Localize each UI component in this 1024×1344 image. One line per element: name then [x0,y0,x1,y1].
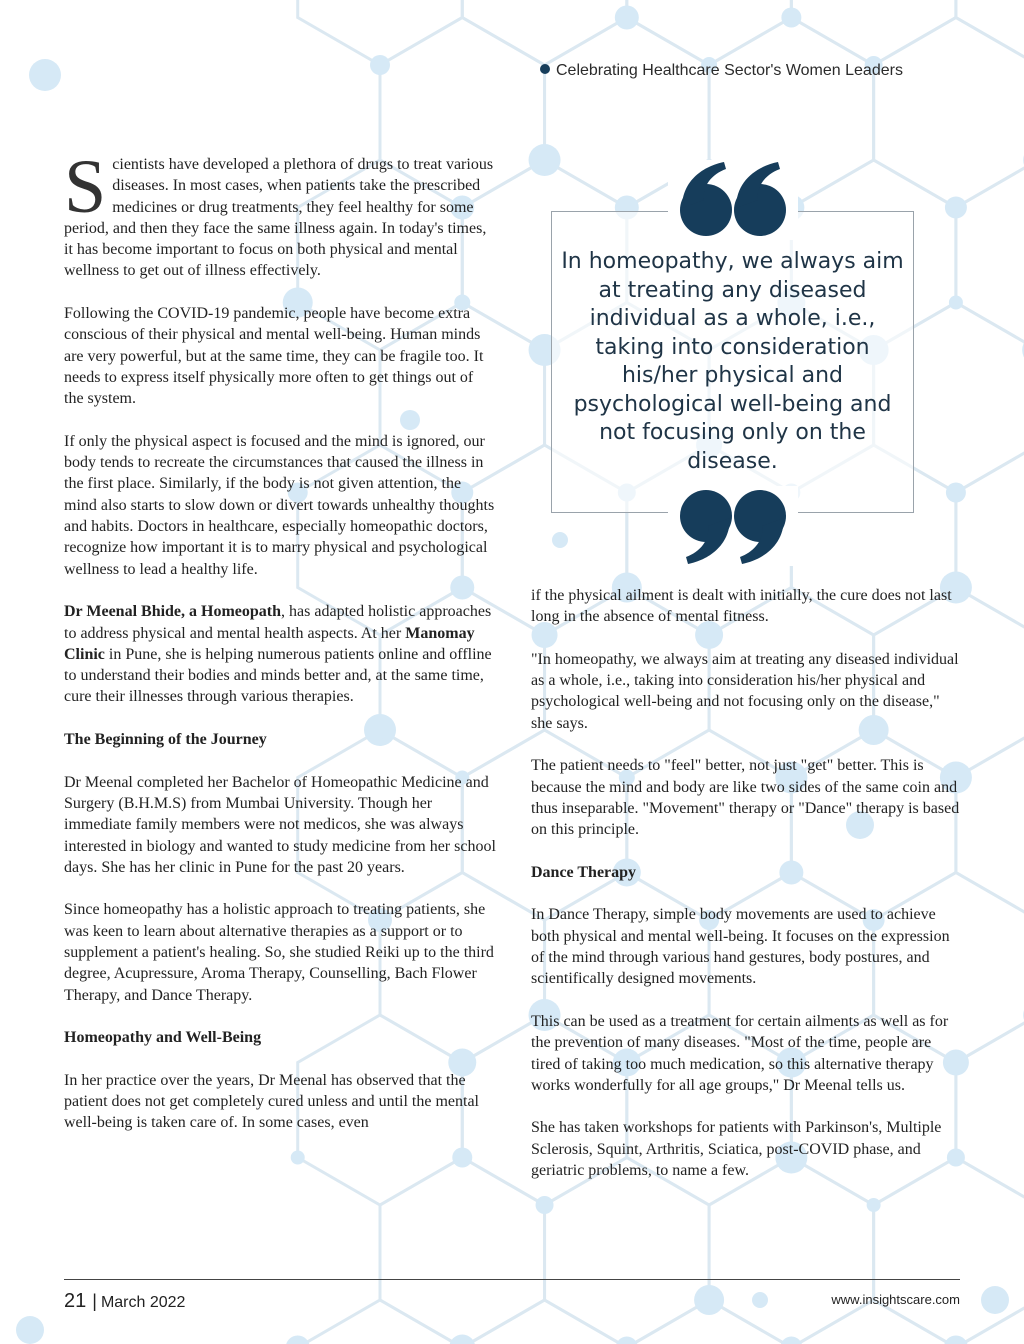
open-quote-icon [668,160,798,240]
paragraph: if the physical ailment is dealt with initially, the cure does not last long in the absence of mental fitness. [531,587,952,626]
bullet-dot-icon [540,64,550,74]
paragraph: In her practice over the years, Dr Meenal has observed that the patient does not get completely cured unless and until the mental well-being is taken care of. In some cases, even [64,1071,479,1132]
hex-cell [956,0,1024,65]
hex-cell [298,1300,463,1344]
hex-node-dot [696,1287,722,1313]
page-number: 21 [64,1290,87,1312]
hex-node-dot [752,1292,768,1308]
paragraph: She has taken workshops for patients with Parkinson's, Multiple Sclerosis, Squint, Arthritis, Sciatica, post-COVID phase, and geriatric problems, to name a few. [531,1119,942,1180]
hex-node-dot [946,483,966,503]
bold-name: Dr Meenal Bhide, a Homeopath [64,603,282,621]
hex-node-dot [616,1337,638,1344]
hex-cell [874,18,1024,208]
hex-node-dot [286,1336,310,1344]
hex-node-dot [531,146,559,174]
hex-cell [380,1158,545,1344]
paragraph: Dr Meenal completed her Bachelor of Homeopathic Medicine and Surgery (B.H.M.S) from Mumbai University. Though her immediate family members were not medicos, she was always interested in biology and wanted to study medicine from her school days. She has her clinic in Pune for the past 20 years. [64,773,496,876]
hex-node-dot [552,532,568,548]
hex-node-dot [944,1336,968,1344]
hex-node-dot [29,59,61,91]
article-left-column [64,145,496,1155]
paragraph: The patient needs to "feel" better, not just "get" better. This is because the mind and body are like two sides of the same coin and thus inseparable. "Movement" therapy or "Dance" therapy is based on this principle. [531,757,960,839]
paragraph: Dr Meenal Bhide, a Homeopath, has adapted holistic approaches to address physical and mental health aspects. At her Manomay Clinic in Pune, she is helping numerous patients online and offline to understand their bodies and minds better and, at the same time, cure their illnesses through various therapies. [64,603,492,706]
issue-date: March 2022 [100,1294,186,1311]
footer-page-info [64,1290,185,1313]
section-heading: Homeopathy and Well-Being [64,1029,262,1047]
section-tagline [540,62,980,80]
hex-node-dot [949,296,963,310]
pull-quote-text: In homeopathy, we always aim at treating any diseased individual as a whole, i.e., taking into consideration his/her physical and psychological well-being and not focusing only on the disease. [561,249,904,474]
website-link[interactable]: www.insightscare.com [831,1292,960,1307]
paragraph: In Dance Therapy, simple body movements are used to achieve both physical and mental well-being. It focuses on the expression of the mind through various hand gestures, body postures, and scientifically designed movements. [531,906,950,988]
section-heading: Dance Therapy [531,863,637,881]
tagline-text: Celebrating Healthcare Sector's Women Leaders [556,62,903,79]
hex-node-dot [781,8,801,28]
hex-node-dot [449,1335,475,1344]
drop-cap: S [64,145,107,229]
bold-clinic: Manomay Clinic [64,624,475,663]
article-right-column [531,585,961,1203]
footer-separator: | [92,1291,97,1311]
section-heading: The Beginning of the Journey [64,731,267,749]
paragraph: If only the physical aspect is focused and the mind is ignored, our body tends to recreate the circumstances that caused the illness in the first place. Similarly, if the body is not given attention, the mind also starts to slow down or divert towards unhealthy thoughts and habits. Doctors in healthcare, especially homeopathic doctors, recognize how important it is to marry physical and psychological wellness to lead a healthy life. [64,432,495,578]
close-quote-icon [668,486,798,566]
hex-node-dot [981,1286,1009,1314]
paragraph: Since homeopathy has a holistic approach to treating patients, she was keen to learn about alternative therapies as a support or to supplement a patient's healing. So, she studied Reiki up to the third degree, Acupressure, Aroma Therapy, Counselling, Bach Flower Therapy, and Dance Therapy. [64,901,494,1004]
footer-divider [64,1279,960,1280]
hex-node-dot [945,197,967,219]
hex-cell [462,1300,627,1344]
hex-node-dot [371,56,389,74]
hex-node-dot [780,1337,802,1344]
paragraph: This can be used as a treatment for certain ailments as well as for the prevention of many diseases. "Most of the time, people are tired of taking too much medication, so this alternative therapy works wonderfully for all age groups," Dr Meenal tells us. [531,1012,949,1094]
quote-paragraph: "In homeopathy, we always aim at treating any diseased individual as a whole, i.e., taking into consideration his/her physical and psychological well-being and not focusing only on the disease," she says. [531,650,959,732]
intro-paragraph: Scientists have developed a plethora of drugs to treat various diseases. In most cases, when patients take the prescribed medicines or drug treatments, they feel healthy for some period, and then they face the same illness again. In today's times, it has become important to focus on both physical and mental wellness to get out of illness effectively. [64,145,494,280]
hex-node-dot [620,11,634,25]
hex-node-dot [16,1316,44,1344]
paragraph: Following the COVID-19 pandemic, people have become extra conscious of their physical and mental well-being. Human minds are very powerful, but at the same time, they can be fragile too. It needs to express itself physically more often to get things out of the system. [64,305,484,408]
